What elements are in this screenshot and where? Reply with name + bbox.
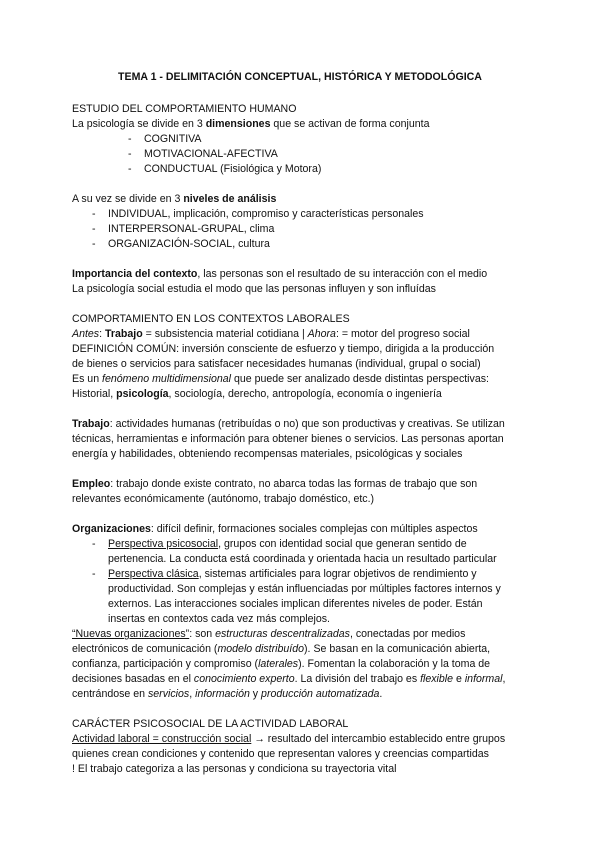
paragraph-actividad-laboral: Actividad laboral = construcción social → resultado del intercambio establecido entre grupos [72, 733, 506, 745]
paragraph-perspectivas: Historial, psicología, sociología, derecho, antropología, economía o ingeniería [72, 388, 442, 400]
paragraph-niveles: A su vez se divide en 3 niveles de análisis [72, 193, 277, 205]
document-body [72, 102, 542, 777]
list-niveles [72, 207, 542, 252]
list-item: - CONDUCTUAL (Fisiológica y Motora) [128, 163, 322, 175]
list-item: - INDIVIDUAL, implicación, compromiso y características personales [92, 208, 424, 220]
list-item-psicosocial: - Perspectiva psicosocial, grupos con identidad social que generan sentido de pertenencia. La conducta está coordinada y orientada hacia un resultado particular [92, 538, 497, 565]
paragraph-empleo: Empleo: trabajo donde existe contrato, no abarca todas las formas de trabajo que son [72, 478, 478, 490]
section-heading-caracter-psicosocial: CARÁCTER PSICOSOCIAL DE LA ACTIVIDAD LABORAL [72, 718, 349, 730]
section-heading-contextos-laborales: COMPORTAMIENTO EN LOS CONTEXTOS LABORALES [72, 313, 350, 325]
paragraph-trabajo: Trabajo: actividades humanas (retribuídas o no) que son productivas y creativas. Se utilizan [72, 418, 505, 430]
paragraph-contexto: Importancia del contexto, las personas son el resultado de su interacción con el medio [72, 268, 488, 280]
paragraph-nuevas-cont: electrónicos de comunicación (modelo distribuído). Se basan en la comunicación abierta, [72, 643, 491, 655]
paragraph-psicologia-social: La psicología social estudia el modo que las personas influyen y son influídas [72, 283, 436, 295]
list-perspectivas [72, 537, 542, 627]
list-item: - ORGANIZACIÓN-SOCIAL, cultura [92, 238, 270, 250]
list-dimensiones [72, 132, 542, 177]
paragraph-actividad-cont: ! El trabajo categoriza a las personas y condiciona su trayectoria vital [72, 763, 397, 775]
document-title: TEMA 1 - DELIMITACIÓN CONCEPTUAL, HISTÓRICA Y METODOLÓGICA [118, 71, 482, 83]
paragraph-antes-ahora: Antes: Trabajo = subsistencia material cotidiana | Ahora: = motor del progreso social [72, 328, 470, 340]
paragraph-fenomeno: Es un fenómeno multidimensional que puede ser analizado desde distintas perspectivas: [72, 373, 489, 385]
paragraph-nuevas-organizaciones: “Nuevas organizaciones”: son estructuras descentralizadas, conectadas por medios [72, 628, 466, 640]
paragraph-nuevas-cont: centrándose en servicios, información y producción automatizada. [72, 688, 383, 700]
paragraph-actividad-cont: quienes crean condiciones y contenido que representan valores y creencias compartidas [72, 748, 489, 760]
paragraph-dimensiones: La psicología se divide en 3 dimensiones que se activan de forma conjunta [72, 118, 430, 130]
paragraph-trabajo-cont: técnicas, herramientas e información para obtener bienes o servicios. Las personas aportan [72, 433, 504, 445]
paragraph-nuevas-cont: confianza, participación y compromiso (laterales). Fomentan la colaboración y la toma de [72, 658, 491, 670]
list-item: - INTERPERSONAL-GRUPAL, clima [92, 223, 275, 235]
paragraph-organizaciones: Organizaciones: difícil definir, formaciones sociales complejas con múltiples aspectos [72, 523, 478, 535]
paragraph-nuevas-cont: decisiones basadas en el conocimiento experto. La división del trabajo es flexible e informal, [72, 673, 506, 685]
paragraph-trabajo-cont: energía y habilidades, obteniendo recompensas materiales, psicológicas y sociales [72, 448, 463, 460]
list-item-clasica: - Perspectiva clásica, sistemas artificiales para lograr objetivos de rendimiento y productividad. Son complejas y están influenciadas por múltiples factores internos y externos. Las interacciones sociales implican diferentes niveles de poder. Están insertas en contextos cada vez más complejos. [92, 568, 501, 625]
list-item: - MOTIVACIONAL-AFECTIVA [128, 148, 278, 160]
section-heading-comportamiento-humano: ESTUDIO DEL COMPORTAMIENTO HUMANO [72, 103, 297, 115]
paragraph-definicion: DEFINICIÓN COMÚN: inversión consciente de esfuerzo y tiempo, dirigida a la producción [72, 343, 495, 355]
list-item: - COGNITIVA [128, 133, 202, 145]
paragraph-definicion-cont: de bienes o servicios para satisfacer necesidades humanas (individual, grupal o social) [72, 358, 481, 370]
paragraph-empleo-cont: relevantes económicamente (autónomo, trabajo doméstico, etc.) [72, 493, 375, 505]
